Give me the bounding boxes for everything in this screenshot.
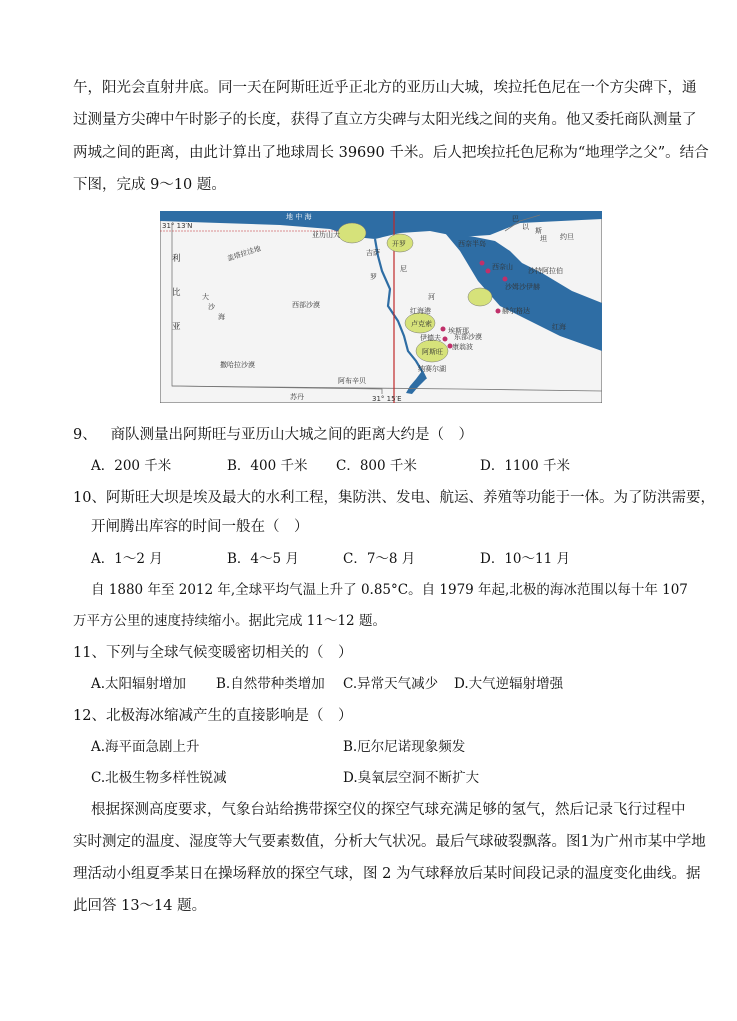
option-b[interactable]: B．400 千米 xyxy=(227,458,308,474)
city-dot xyxy=(480,261,485,266)
option-d[interactable]: D.大气逆辐射增强 xyxy=(454,676,564,692)
sea-label: 地 中 海 xyxy=(286,213,312,221)
place-label: 河 xyxy=(428,293,435,301)
passage-line: 自 1880 年至 2012 年,全球平均气温上升了 0.85°C。自 1979 年起,北极的海冰范围以每十年 107 xyxy=(91,582,688,598)
region-label: 沙姆沙伊赫 xyxy=(505,283,540,291)
country-label: 苏丹 xyxy=(290,393,304,401)
country-label: 利 xyxy=(172,254,181,264)
city-dot xyxy=(486,269,491,274)
question-9-stem xyxy=(73,425,473,445)
country-label: 亚 xyxy=(172,322,181,332)
option-c[interactable]: C．800 千米 xyxy=(336,458,417,474)
question-text: 商队测量出阿斯旺与亚历山大城之间的距离大约是（ ） xyxy=(110,427,474,443)
question-11-stem: 11、下列与全球气候变暖密切相关的（ ） xyxy=(73,645,353,661)
option-d[interactable]: D．10～11 月 xyxy=(480,551,570,567)
region-label: 西部沙漠 xyxy=(292,301,320,309)
country-label: 斯 xyxy=(535,227,542,235)
place-label: 罗 xyxy=(370,273,377,281)
egypt-map xyxy=(160,211,602,403)
passage-line: 根据探测高度要求，气象台站给携带探空仪的探空气球充满足够的氢气，然后记录飞行过程中 xyxy=(91,802,686,818)
passage-line: 实时测定的温度、湿度等大气要素数值，分析大气状况。最后气球破裂飘落。图1为广州市某中学地 xyxy=(73,834,706,850)
place-label: 阿布辛贝 xyxy=(338,377,366,385)
region-label: 东部沙漠 xyxy=(454,333,482,341)
region-label: 沙 xyxy=(208,303,215,311)
option-a[interactable]: A．1～2 月 xyxy=(91,551,163,567)
region-label: 西奈半岛 xyxy=(458,240,486,248)
city-dot xyxy=(496,309,501,314)
city-marker xyxy=(338,223,366,243)
question-text: 阿斯旺大坝是埃及最大的水利工程，集防洪、发电、航运、养殖等功能于一体。为了防洪需要， xyxy=(105,490,715,506)
option-a[interactable]: A.海平面急剧上升 xyxy=(91,739,200,755)
option-c[interactable]: C．7～8 月 xyxy=(343,551,416,567)
place-label: 亚历山大 xyxy=(312,231,340,239)
country-label: 以 xyxy=(522,223,529,231)
option-d[interactable]: D．1100 千米 xyxy=(480,458,570,474)
question-number: 10、 xyxy=(73,490,106,506)
option-b[interactable]: B.自然带种类增加 xyxy=(216,676,325,692)
place-label: 尼 xyxy=(400,265,407,273)
question-10-stem xyxy=(73,488,715,508)
city-dot xyxy=(503,277,508,282)
region-label: 海 xyxy=(218,313,225,321)
country-label: 约旦 xyxy=(560,233,574,241)
city-marker xyxy=(468,288,492,306)
option-c[interactable]: C.异常天气减少 xyxy=(343,676,439,692)
country-label: 比 xyxy=(172,288,181,298)
passage-line: 理活动小组夏季某日在操场释放的探空气球，图 2 为气球释放后某时间段记录的温度变化曲线。据 xyxy=(73,866,701,882)
region-label: 赫尔格达 xyxy=(502,307,530,315)
intro-line: 下图，完成 9～10 题。 xyxy=(73,177,226,193)
intro-line: 午，阳光会直射井底。同一天在阿斯旺近乎正北方的亚历山大城，埃拉托色尼在一个方尖碑下，通 xyxy=(73,80,697,96)
option-b[interactable]: B.厄尔尼诺现象频发 xyxy=(343,739,466,755)
region-label: 大 xyxy=(202,293,209,301)
city-dot xyxy=(441,327,446,332)
region-label: 西奈山 xyxy=(492,263,513,271)
region-label: 盖塔拉洼地 xyxy=(226,244,262,263)
intro-line: 两城之间的距离，由此计算出了地球周长 39690 千米。后人把埃拉托色尼称为“地理学之父”。结合 xyxy=(73,145,709,161)
place-label: 纳赛尔湖 xyxy=(418,365,446,373)
country-label: 巴 xyxy=(512,215,519,223)
place-label: 阿斯旺 xyxy=(422,348,443,356)
option-a[interactable]: A.太阳辐射增加 xyxy=(91,676,187,692)
place-label: 卢克索 xyxy=(411,320,432,328)
place-label: 红海港 xyxy=(410,307,431,315)
option-b[interactable]: B．4～5 月 xyxy=(227,551,299,567)
passage-line: 万平方公里的速度持续缩小。据此完成 11～12 题。 xyxy=(73,613,386,629)
question-12-stem: 12、北极海冰缩减产生的直接影响是（ ） xyxy=(73,708,353,724)
city-dot xyxy=(443,337,448,342)
passage-line: 此回答 13～14 题。 xyxy=(73,898,207,914)
question-10-stem-cont: 开闸腾出库容的时间一般在（ ） xyxy=(91,519,309,535)
lat-label: 31° 13′N xyxy=(162,222,193,230)
region-label: 红海 xyxy=(552,323,566,331)
question-number: 9、 xyxy=(73,427,97,443)
place-label: 伊德夫 xyxy=(420,334,441,342)
option-c[interactable]: C.北极生物多样性锐减 xyxy=(91,770,227,786)
option-a[interactable]: A．200 千米 xyxy=(91,458,172,474)
intro-line: 过测量方尖碑中午时影子的长度，获得了直立方尖碑与太阳光线之间的夹角。他又委托商队测量了 xyxy=(73,112,697,128)
country-label: 坦 xyxy=(540,235,547,243)
place-label: 开罗 xyxy=(392,240,406,248)
option-d[interactable]: D.臭氧层空洞不断扩大 xyxy=(343,770,480,786)
place-label: 康翁波 xyxy=(452,343,473,351)
place-label: 吉萨 xyxy=(366,249,380,257)
region-label: 沙特阿拉伯 xyxy=(528,267,563,275)
region-label: 撒哈拉沙漠 xyxy=(220,361,255,369)
lon-label: 31° 15′E xyxy=(372,395,402,403)
place-label: 埃斯那 xyxy=(448,327,469,335)
